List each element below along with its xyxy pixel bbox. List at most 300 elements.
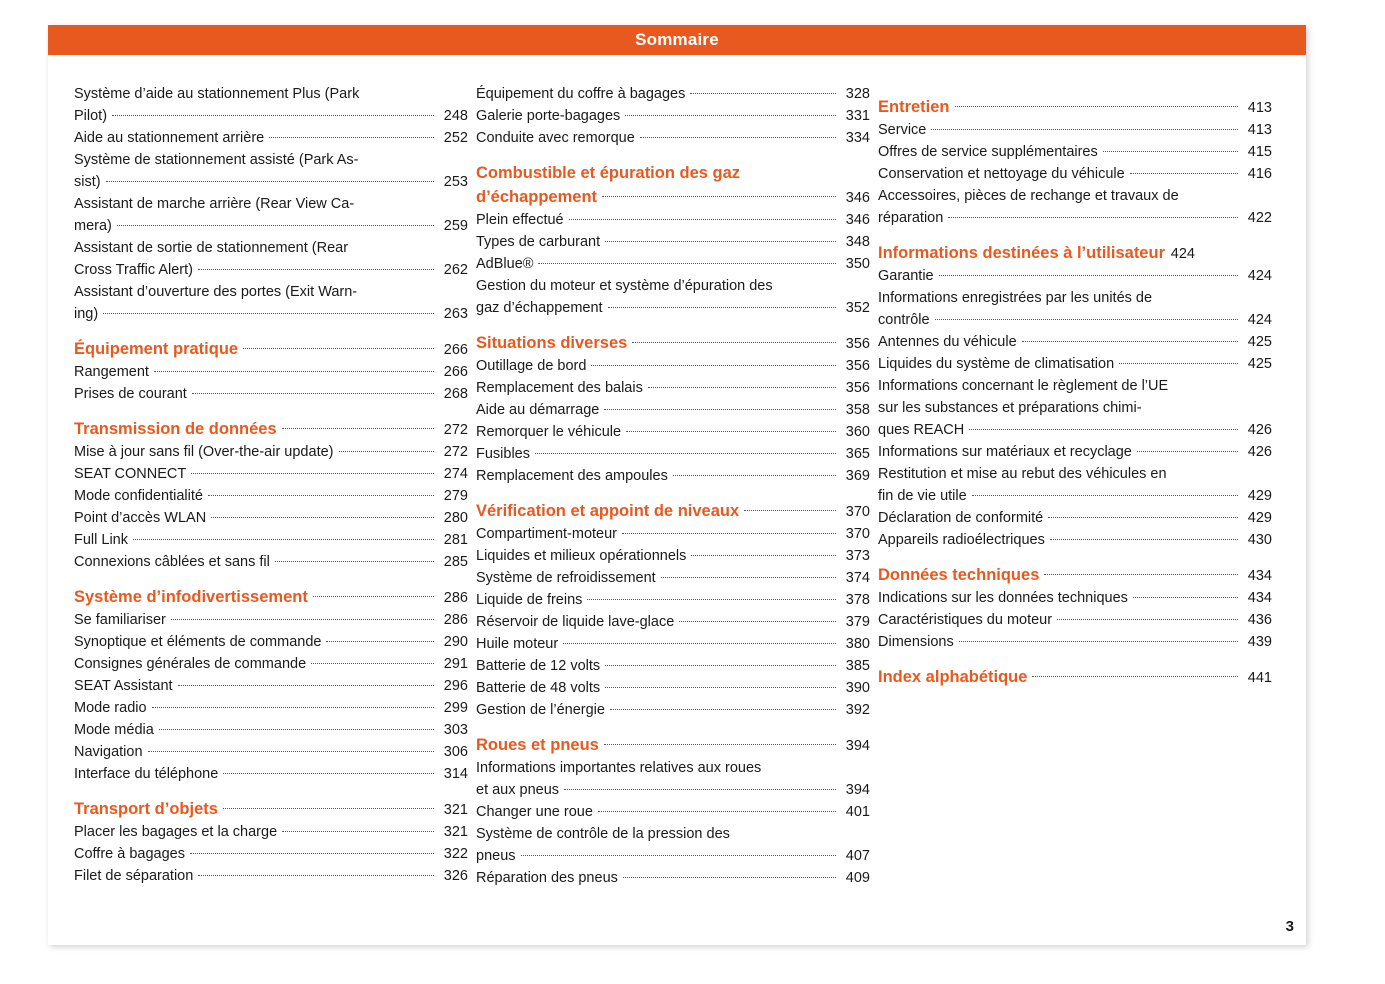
toc-page-number: 365 <box>845 446 870 462</box>
toc-page-number: 286 <box>443 590 468 606</box>
toc-entry[interactable] <box>476 545 870 567</box>
toc-entry[interactable] <box>476 421 870 443</box>
toc-entry[interactable] <box>74 675 468 697</box>
toc-page-number: 334 <box>845 130 870 146</box>
toc-section-entry[interactable] <box>878 665 1272 689</box>
toc-entry-label: réparation <box>878 210 944 226</box>
toc-entry-label: Informations sur matériaux et recyclage <box>878 444 1132 460</box>
toc-page-number: 379 <box>845 614 870 630</box>
toc-entry[interactable] <box>476 253 870 275</box>
toc-leader-dots <box>103 312 434 314</box>
toc-leader-dots <box>948 216 1238 218</box>
toc-page-number: 262 <box>443 262 468 278</box>
toc-page-number: 380 <box>845 636 870 652</box>
toc-page-number: 253 <box>443 174 468 190</box>
toc-leader-dots <box>223 772 434 774</box>
toc-leader-dots <box>605 664 836 666</box>
toc-entry-label: Entretien <box>878 98 950 116</box>
toc-leader-dots <box>282 830 434 832</box>
toc-entry-lastline <box>878 207 1272 229</box>
toc-entry-label: Liquides et milieux opérationnels <box>476 548 687 564</box>
toc-entry-label-line: Assistant d’ouverture des portes (Exit Warn- <box>74 284 358 300</box>
toc-entry-label: sist) <box>74 174 101 190</box>
toc-entry[interactable] <box>74 281 468 325</box>
toc-entry-label: Service <box>878 122 927 138</box>
toc-leader-dots <box>931 128 1238 130</box>
toc-leader-dots <box>673 474 836 476</box>
toc-entry-label: Indications sur les données techniques <box>878 590 1128 606</box>
toc-entry[interactable] <box>878 287 1272 331</box>
toc-leader-dots <box>955 105 1238 107</box>
toc-entry-label: Outillage de bord <box>476 358 587 374</box>
toc-entry[interactable] <box>878 119 1272 141</box>
toc-section-entry[interactable] <box>878 563 1272 587</box>
toc-entry-label-line: Système de contrôle de la pression des <box>476 826 730 842</box>
toc-entry[interactable] <box>878 631 1272 653</box>
toc-entry[interactable] <box>476 823 870 867</box>
toc-leader-dots <box>191 472 434 474</box>
toc-entry-lastline <box>476 185 870 209</box>
toc-leader-dots <box>133 538 434 540</box>
toc-entry[interactable] <box>476 523 870 545</box>
toc-entry-label: Index alphabétique <box>878 668 1028 686</box>
toc-page-number: 436 <box>1247 612 1272 628</box>
toc-entry[interactable] <box>476 83 870 105</box>
toc-page-number: 252 <box>443 130 468 146</box>
toc-entry-label: Types de carburant <box>476 234 601 250</box>
toc-entry[interactable] <box>74 193 468 237</box>
toc-entry-label: Vérification et appoint de niveaux <box>476 502 740 520</box>
toc-entry-lastline <box>74 259 468 281</box>
toc-entry-label: Mise à jour sans fil (Over-the-air update) <box>74 444 334 460</box>
toc-entry-label: Réservoir de liquide lave-glace <box>476 614 675 630</box>
toc-leader-dots <box>1103 150 1238 152</box>
toc-entry[interactable] <box>476 465 870 487</box>
toc-section-entry[interactable] <box>878 95 1272 119</box>
toc-entry-label: AdBlue® <box>476 256 534 272</box>
toc-entry-label: Compartiment-moteur <box>476 526 618 542</box>
toc-page-number: 290 <box>443 634 468 650</box>
toc-page-number: 274 <box>443 466 468 482</box>
toc-entry-label-line: Assistant de marche arrière (Rear View Ca- <box>74 196 355 212</box>
toc-leader-dots <box>625 114 836 116</box>
toc-entry-lastline <box>74 171 468 193</box>
toc-entry-label-line: Informations concernant le règlement de l’UE <box>878 378 1169 394</box>
toc-entry[interactable] <box>74 441 468 463</box>
toc-leader-dots <box>1137 450 1238 452</box>
toc-section-entry[interactable] <box>476 161 870 209</box>
toc-leader-dots <box>623 876 836 878</box>
toc-entry-label: et aux pneus <box>476 782 560 798</box>
toc-leader-dots <box>243 347 434 349</box>
toc-leader-dots <box>211 516 434 518</box>
toc-leader-dots <box>154 370 434 372</box>
toc-column-2 <box>476 83 878 889</box>
toc-leader-dots <box>223 807 434 809</box>
toc-entry-label: Transport d’objets <box>74 800 218 818</box>
toc-entry-label: Aide au stationnement arrière <box>74 130 265 146</box>
toc-page-number: 392 <box>845 702 870 718</box>
toc-entry-label-line: Système de stationnement assisté (Park As- <box>74 152 359 168</box>
toc-leader-dots <box>1050 538 1238 540</box>
toc-leader-dots <box>171 618 434 620</box>
toc-entry-label: Interface du téléphone <box>74 766 219 782</box>
toc-entry[interactable] <box>476 567 870 589</box>
toc-page-number: 303 <box>443 722 468 738</box>
toc-leader-dots <box>959 640 1238 642</box>
toc-page-number: 356 <box>845 358 870 374</box>
toc-leader-dots <box>112 114 434 116</box>
toc-page-number: 296 <box>443 678 468 694</box>
toc-entry-label-line: Informations importantes relatives aux roues <box>476 760 762 776</box>
toc-entry-label: Conservation et nettoyage du véhicule <box>878 166 1125 182</box>
toc-leader-dots <box>632 341 836 343</box>
toc-leader-dots <box>275 560 434 562</box>
toc-page-number: 268 <box>443 386 468 402</box>
toc-leader-dots <box>1022 340 1238 342</box>
toc-entry-label: Caractéristiques du moteur <box>878 612 1053 628</box>
toc-entry-label: Batterie de 48 volts <box>476 680 601 696</box>
toc-entry-label: Point d’accès WLAN <box>74 510 207 526</box>
toc-page-number: 328 <box>845 86 870 102</box>
toc-entry[interactable] <box>74 551 468 573</box>
toc-entry[interactable] <box>74 631 468 653</box>
toc-entry-label: Filet de séparation <box>74 868 194 884</box>
toc-entry[interactable] <box>476 355 870 377</box>
toc-page-number: 434 <box>1247 568 1272 584</box>
toc-page-number: 346 <box>845 190 870 206</box>
toc-entry-label: Garantie <box>878 268 934 284</box>
toc-entry[interactable] <box>476 699 870 721</box>
toc-leader-dots <box>1119 362 1238 364</box>
toc-page-number: 350 <box>845 256 870 272</box>
toc-entry-label: Roues et pneus <box>476 736 599 754</box>
toc-entry[interactable] <box>476 443 870 465</box>
toc-entry[interactable] <box>878 141 1272 163</box>
toc-entry-label-line: sur les substances et préparations chimi- <box>878 400 1142 416</box>
toc-leader-dots <box>935 318 1238 320</box>
toc-page-number: 426 <box>1247 422 1272 438</box>
toc-entry-label: Déclaration de conformité <box>878 510 1044 526</box>
toc-page-number: 331 <box>845 108 870 124</box>
toc-page-number: 378 <box>845 592 870 608</box>
toc-page-number: 385 <box>845 658 870 674</box>
toc-page-number: 348 <box>845 234 870 250</box>
toc-entry-lastline <box>476 845 870 867</box>
toc-entry-label: Remplacement des balais <box>476 380 643 396</box>
toc-entry[interactable] <box>476 127 870 149</box>
toc-leader-dots <box>521 854 836 856</box>
toc-entry[interactable] <box>74 237 468 281</box>
toc-entry[interactable] <box>74 741 468 763</box>
toc-entry-label: Placer les bagages et la charge <box>74 824 278 840</box>
toc-leader-dots <box>1032 675 1238 677</box>
toc-page-number: 441 <box>1247 670 1272 686</box>
toc-page-number: 370 <box>845 504 870 520</box>
toc-page-number: 413 <box>1247 100 1272 116</box>
toc-page-number: 394 <box>845 782 870 798</box>
toc-entry-label: Batterie de 12 volts <box>476 658 601 674</box>
toc-page-number: 321 <box>443 824 468 840</box>
toc-page-number: 374 <box>845 570 870 586</box>
toc-page-number: 413 <box>1247 122 1272 138</box>
toc-leader-dots <box>564 788 836 790</box>
toc-entry[interactable] <box>878 463 1272 507</box>
toc-entry[interactable] <box>74 865 468 887</box>
toc-entry-label: Données techniques <box>878 566 1040 584</box>
toc-leader-dots <box>569 218 836 220</box>
toc-leader-dots <box>117 224 434 226</box>
toc-leader-dots <box>640 136 836 138</box>
toc-entry-label: Cross Traffic Alert) <box>74 262 193 278</box>
toc-page-number: 272 <box>443 422 468 438</box>
toc-section-entry[interactable] <box>878 241 1272 265</box>
toc-entry-label: Synoptique et éléments de commande <box>74 634 322 650</box>
toc-entry[interactable] <box>476 377 870 399</box>
toc-entry-label: Changer une roue <box>476 804 593 820</box>
toc-page-number: 429 <box>1247 488 1272 504</box>
toc-leader-dots <box>679 620 836 622</box>
toc-entry[interactable] <box>878 163 1272 185</box>
toc-page-number: 306 <box>443 744 468 760</box>
toc-entry[interactable] <box>74 383 468 405</box>
toc-entry[interactable] <box>878 441 1272 463</box>
toc-leader-dots <box>691 554 836 556</box>
toc-page-number: 314 <box>443 766 468 782</box>
toc-leader-dots <box>178 684 434 686</box>
page-header <box>48 25 1306 55</box>
toc-page-number: 394 <box>845 738 870 754</box>
toc-page-number: 272 <box>443 444 468 460</box>
toc-leader-dots <box>604 408 836 410</box>
toc-page-number: 263 <box>443 306 468 322</box>
page-title: Sommaire <box>635 30 719 49</box>
toc-entry-label: Fusibles <box>476 446 530 462</box>
toc-page-number: 291 <box>443 656 468 672</box>
toc-entry[interactable] <box>74 821 468 843</box>
toc-page-number: 439 <box>1247 634 1272 650</box>
page-number: 3 <box>1285 918 1294 935</box>
toc-entry[interactable] <box>74 485 468 507</box>
toc-leader-dots <box>313 595 434 597</box>
toc-entry-lastline <box>74 105 468 127</box>
toc-page-number: 286 <box>443 612 468 628</box>
toc-entry[interactable] <box>74 361 468 383</box>
toc-entry[interactable] <box>476 633 870 655</box>
toc-entry-label-line: Combustible et épuration des gaz <box>476 164 741 182</box>
toc-entry-lastline <box>476 779 870 801</box>
toc-entry-label: SEAT Assistant <box>74 678 173 694</box>
toc-entry-label: Transmission de données <box>74 420 277 438</box>
toc-section-entry[interactable] <box>74 797 468 821</box>
toc-leader-dots <box>563 642 836 644</box>
toc-entry-label-line: Restitution et mise au rebut des véhicules en <box>878 466 1167 482</box>
toc-entry[interactable] <box>74 609 468 631</box>
toc-entry-label: Prises de courant <box>74 386 187 402</box>
toc-leader-dots <box>648 386 836 388</box>
toc-page-number: 360 <box>845 424 870 440</box>
toc-entry[interactable] <box>74 697 468 719</box>
toc-entry[interactable] <box>878 185 1272 229</box>
toc-entry[interactable] <box>74 653 468 675</box>
toc-entry-label: Pilot) <box>74 108 108 124</box>
toc-entry-label-line: Gestion du moteur et système d’épuration des <box>476 278 773 294</box>
toc-entry-label: Situations diverses <box>476 334 628 352</box>
toc-entry[interactable] <box>878 331 1272 353</box>
toc-leader-dots <box>311 662 434 664</box>
toc-entry-label: Mode radio <box>74 700 147 716</box>
toc-leader-dots <box>744 509 836 511</box>
toc-section-entry[interactable] <box>476 331 870 355</box>
toc-page-number: 407 <box>845 848 870 864</box>
toc-page-number: 409 <box>845 870 870 886</box>
toc-leader-dots <box>939 274 1238 276</box>
toc-leader-dots <box>610 708 836 710</box>
toc-entry-lastline <box>74 303 468 325</box>
toc-entry[interactable] <box>476 655 870 677</box>
toc-leader-dots <box>587 598 836 600</box>
toc-page-number: 280 <box>443 510 468 526</box>
toc-page-number: 424 <box>1247 312 1272 328</box>
toc-entry[interactable] <box>476 209 870 231</box>
toc-entry-label: ing) <box>74 306 99 322</box>
toc-entry-label: Rangement <box>74 364 149 380</box>
toc-entry[interactable] <box>878 353 1272 375</box>
toc-page-number: 426 <box>1247 444 1272 460</box>
toc-entry-lastline <box>74 215 468 237</box>
toc-page-number: 259 <box>443 218 468 234</box>
toc-entry[interactable] <box>74 83 468 127</box>
toc-page-number: 401 <box>845 804 870 820</box>
toc-entry-label: Liquide de freins <box>476 592 583 608</box>
toc-entry[interactable] <box>476 589 870 611</box>
toc-entry-label: contrôle <box>878 312 930 328</box>
toc-page-number: 370 <box>845 526 870 542</box>
toc-entry[interactable] <box>74 149 468 193</box>
toc-leader-dots <box>1057 618 1238 620</box>
toc-entry-label-line: Accessoires, pièces de rechange et travaux de <box>878 188 1179 204</box>
toc-entry-label: Équipement pratique <box>74 340 239 358</box>
toc-section-entry[interactable] <box>476 499 870 523</box>
toc-page-number: 266 <box>443 364 468 380</box>
toc-entry-label: Galerie porte-bagages <box>476 108 621 124</box>
toc-section-entry[interactable] <box>476 733 870 757</box>
toc-page-number: 390 <box>845 680 870 696</box>
toc-leader-dots <box>148 750 434 752</box>
toc-entry-label: Full Link <box>74 532 128 548</box>
toc-leader-dots <box>1044 573 1238 575</box>
toc-leader-dots <box>198 874 434 876</box>
toc-entry-label-line: Système d’aide au stationnement Plus (Park <box>74 86 360 102</box>
toc-page-number: 358 <box>845 402 870 418</box>
toc-page-number: 415 <box>1247 144 1272 160</box>
toc-leader-dots <box>605 240 836 242</box>
toc-leader-dots <box>598 810 836 812</box>
toc-entry[interactable] <box>878 587 1272 609</box>
toc-section-entry[interactable] <box>74 417 468 441</box>
toc-entry[interactable] <box>476 677 870 699</box>
toc-entry[interactable] <box>476 611 870 633</box>
toc-page-number: 279 <box>443 488 468 504</box>
toc-entry[interactable] <box>74 529 468 551</box>
toc-entry[interactable] <box>476 105 870 127</box>
toc-section-entry[interactable] <box>74 585 468 609</box>
toc-leader-dots <box>159 728 434 730</box>
toc-entry-label: Huile moteur <box>476 636 559 652</box>
toc-columns <box>48 55 1306 889</box>
toc-page-number: 266 <box>443 342 468 358</box>
toc-entry[interactable] <box>476 231 870 253</box>
toc-entry[interactable] <box>878 609 1272 631</box>
toc-page-number: 369 <box>845 468 870 484</box>
toc-page-number: 429 <box>1247 510 1272 526</box>
toc-entry-label: Conduite avec remorque <box>476 130 635 146</box>
toc-leader-dots <box>269 136 434 138</box>
toc-entry[interactable] <box>476 275 870 319</box>
toc-entry-lastline <box>878 419 1272 441</box>
toc-entry[interactable] <box>878 507 1272 529</box>
toc-entry-label: Remplacement des ampoules <box>476 468 668 484</box>
toc-entry[interactable] <box>74 507 468 529</box>
toc-leader-dots <box>605 686 836 688</box>
toc-entry-label: SEAT CONNECT <box>74 466 187 482</box>
toc-leader-dots <box>1130 172 1238 174</box>
toc-page-number: 281 <box>443 532 468 548</box>
toc-entry[interactable] <box>476 867 870 889</box>
toc-entry-lastline <box>476 297 870 319</box>
toc-entry[interactable] <box>74 719 468 741</box>
toc-entry[interactable] <box>476 399 870 421</box>
toc-entry-label: Coffre à bagages <box>74 846 185 862</box>
toc-leader-dots <box>190 852 434 854</box>
toc-entry-label: Système d’infodivertissement <box>74 588 308 606</box>
toc-leader-dots <box>608 306 836 308</box>
toc-entry[interactable] <box>878 375 1272 441</box>
toc-entry-label: ques REACH <box>878 422 965 438</box>
toc-entry-label: Connexions câblées et sans fil <box>74 554 270 570</box>
toc-entry[interactable] <box>74 463 468 485</box>
toc-entry[interactable] <box>74 763 468 785</box>
toc-entry[interactable] <box>476 801 870 823</box>
toc-leader-dots <box>198 268 434 270</box>
toc-entry-label: Réparation des pneus <box>476 870 618 886</box>
toc-page <box>48 25 1306 945</box>
toc-page-number: 248 <box>443 108 468 124</box>
toc-entry-label: Équipement du coffre à bagages <box>476 86 686 102</box>
toc-entry[interactable] <box>74 843 468 865</box>
toc-page-number: 425 <box>1247 356 1272 372</box>
toc-page-number: 356 <box>845 336 870 352</box>
toc-page-number: 424 <box>1247 268 1272 284</box>
toc-section-entry[interactable] <box>74 337 468 361</box>
toc-entry-label: Plein effectué <box>476 212 564 228</box>
toc-entry-label: Mode confidentialité <box>74 488 203 504</box>
toc-page-number: 321 <box>443 802 468 818</box>
toc-column-3 <box>878 83 1280 889</box>
toc-entry-label: Remorquer le véhicule <box>476 424 622 440</box>
toc-entry-label: Navigation <box>74 744 143 760</box>
toc-entry-label: mera) <box>74 218 112 234</box>
toc-entry-label: Informations destinées à l’utilisateur <box>878 244 1165 262</box>
toc-entry[interactable] <box>476 757 870 801</box>
toc-page-number: 352 <box>845 300 870 316</box>
toc-entry[interactable] <box>74 127 468 149</box>
toc-leader-dots <box>690 92 836 94</box>
toc-entry-label: Appareils radioélectriques <box>878 532 1045 548</box>
toc-entry[interactable] <box>878 265 1272 287</box>
toc-entry-label: Système de refroidissement <box>476 570 656 586</box>
toc-entry[interactable] <box>878 529 1272 551</box>
